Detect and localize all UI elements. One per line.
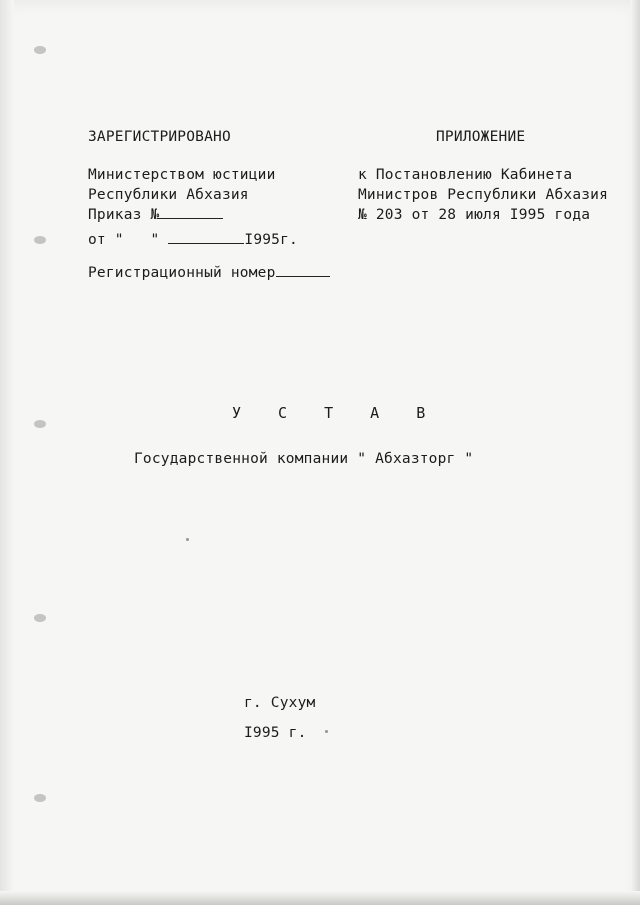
order-number-blank [159,206,223,219]
page-left-edge [0,0,14,905]
page-right-edge [630,0,640,905]
date-prefix: от " " [88,232,160,248]
date-year: I995г. [244,232,298,248]
appendix-heading: ПРИЛОЖЕНИЕ [436,129,526,145]
registration-number-line [88,264,330,282]
order-label: Приказ № [88,207,160,223]
registered-heading: ЗАРЕГИСТРИРОВАНО [88,129,231,145]
republic-line: Республики Абхазия [88,187,249,203]
punch-hole-mark [34,236,46,244]
order-line [88,206,223,224]
punch-hole-mark [34,794,46,802]
ministry-line: Министерством юстиции [88,167,276,183]
ink-speck [186,538,189,541]
page-bottom-edge [0,891,640,905]
document-subtitle: Государственной компании " Абхазторг " [134,451,474,467]
punch-hole-mark [34,46,46,54]
ink-speck [325,730,328,733]
resolution-number-line: № 203 от 28 июля I995 года [358,207,591,223]
resolution-line: к Постановлению Кабинета [358,167,573,183]
date-month-blank [168,231,244,244]
date-line [88,231,298,249]
document-title: У С Т А В [232,404,440,422]
registration-number-label: Регистрационный номер [88,265,276,281]
registration-number-blank [276,264,330,277]
ministers-line: Министров Республики Абхазия [358,187,609,203]
year-line: I995 г. [244,725,307,741]
city-line: г. Сухум [244,695,316,711]
punch-hole-mark [34,614,46,622]
punch-hole-mark [34,420,46,428]
